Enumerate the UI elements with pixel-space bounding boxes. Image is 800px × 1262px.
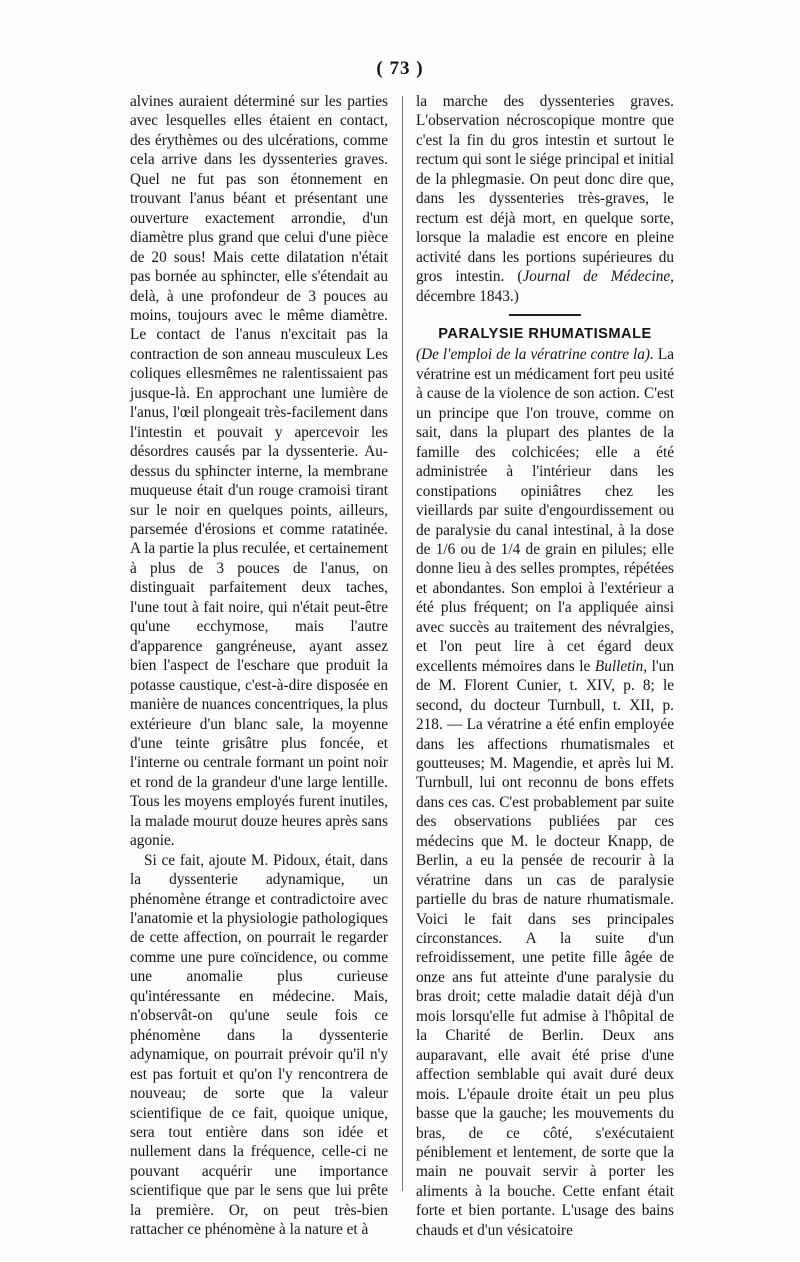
left-column xyxy=(130,92,388,1240)
section-separator xyxy=(509,314,581,316)
right-column xyxy=(416,92,674,1240)
section-title: PARALYSIE RHUMATISMALE xyxy=(438,325,652,342)
left-paragraph-1: alvines auraient déterminé sur les parties avec lesquelles elles étaient en contact, des érythèmes ou des ulcérations, comme cela arrive dans les dyssenteries graves. Quel ne fut pas son étonnement en trouvant l'anus béant et présentant une ouverture exactement arrondie, d'un diamètre plus grand que celui d'une pièce de 20 sous! Mais cette dilatation n'était pas bornée au sphincter, elle s'étendait au delà, à une profondeur de 3 pouces au moins, toujours avec le même diamètre. Le contact de l'anus n'excitait pas la contraction de son anneau musculeux Les coliques ellesmêmes ne ralentissaient pas jusque-là. En approchant une lumière de l'anus, l'œil plongeait très-facilement dans l'intestin et pouvait y apercevoir les désordres causés par la dyssenterie. Au-dessus du sphincter interne, la membrane muqueuse était d'un rouge cramoisi tirant sur le noir en quelques points, ailleurs, parsemée d'érosions et comme ratatinée. A la partie la plus reculée, et certainement à plus de 3 pouces de l'anus, on distinguait parfaitement deux taches, l'une tout à fait noire, qui n'était peut-être qu'une ecchymose, mais l'autre d'apparence gangréneuse, ayant assez bien l'aspect de l'eschare que produit la potasse caustique, c'est-à-dire disposée en manière de nuances concentriques, la plus extérieure d'un blanc sale, la moyenne d'une teinte grisâtre plus foncée, et l'interne ou centrale formant un point noir et rond de la grandeur d'une large lentille. Tous les moyens employés furent inutiles, la malade mourut douze heures après sans agonie. xyxy=(130,93,388,850)
right-paragraph-2 xyxy=(416,345,674,1240)
column-divider xyxy=(402,96,403,1191)
bulletin-reference: Bulletin, xyxy=(594,657,648,675)
right-paragraph-1 xyxy=(416,92,674,306)
journal-source: Journal de Médecine, xyxy=(522,268,674,286)
right-paragraph-2-text-a: La vératrine est un médicament fort peu usité à cause de la violence de son action. C'est un principe que l'on trouve, comme on sait, dans la plupart des plantes de la famille des colchicées; elle a été administrée à l'intérieur dans les constipations opiniâtres chez les vieillards par suite d'engourdissement ou de paralysie du canal intestinal, à la dose de 1/6 ou de 1/4 de grain en pilules; elle donne lieu à des selles promptes, répétées et abondantes. Son emploi à l'extérieur a été plus fréquent; on l'a appliquée ainsi avec succès au traitement des névralgies, et l'on peut lire à cet égard deux excellents mémoires dans le xyxy=(416,346,674,675)
section-subtitle: (De l'emploi de la vératrine contre la). xyxy=(416,346,654,364)
right-paragraph-1-text: la marche des dyssenteries graves. L'observation nécroscopique montre que c'est la fin du gros intestin et surtout le rectum qui sont le siége principal et initial de la phlegmasie. On peut donc dire que, dans les dyssenteries très-graves, le rectum est déjà mort, en quelque sorte, lorsque la maladie est encore en pleine activité dans les portions supérieures du gros intestin. ( xyxy=(416,93,674,286)
right-paragraph-2-text-b: l'un de M. Florent Cunier, t. XIV, p. 8; le second, du docteur Turnbull, t. XII, p. 218. — La vératrine a été enfin employée dans les affections rhumatismales et goutteuses; M. Magendie, et après lui M. Turnbull, lui ont reconnu de bons effets dans ces cas. C'est probablement par suite des observations publiées par ces médecins que M. le docteur Knapp, de Berlin, a eu la pensée de recourir à la vératrine dans un cas de paralysie partielle du bras de nature rhumatismale. Voici le fait dans ses principales circonstances. A la suite d'un refroidissement, une petite fille âgée de onze ans fut atteinte d'une paralysie du bras droit; cette maladie datait déjà d'un mois lorsqu'elle fut admise à l'hôpital de la Charité de Berlin. Deux ans auparavant, elle avait été prise d'une affection semblable qui avait duré deux mois. L'épaule droite était un peu plus basse que la gauche; les mouvements du bras, de ce côté, s'exécutaient péniblement et lentement, de sorte que la main ne pouvait servir à porter les aliments à la bouche. Cette enfant était forte et bien portante. L'usage des bains chauds et d'un vésicatoire xyxy=(416,657,674,1239)
journal-date: décembre 1843.) xyxy=(416,287,519,305)
left-paragraph-2: Si ce fait, ajoute M. Pidoux, était, dans la dyssenterie adynamique, un phénomène étrange et contradictoire avec l'anatomie et la physiologie pathologiques de cette affection, on pourrait le regarder comme une pure coïncidence, ou comme une anomalie plus curieuse qu'intéressante en médecine. Mais, n'observât-on qu'une seule fois ce phénomène dans la dyssenterie adynamique, on pourrait prévoir qu'il n'y est pas fortuit et qu'on l'y rencontrera de nouveau; de sorte que la valeur scientifique de ce fait, quoique unique, sera tout entière dans son idée et nullement dans la fréquence, celle-ci ne pouvant acquérir une importance scientifique que par le sens que lui prête la première. Or, on peut très-bien rattacher ce phénomène à la nature et à xyxy=(130,851,388,1239)
page-number: ( 73 ) xyxy=(376,58,424,79)
